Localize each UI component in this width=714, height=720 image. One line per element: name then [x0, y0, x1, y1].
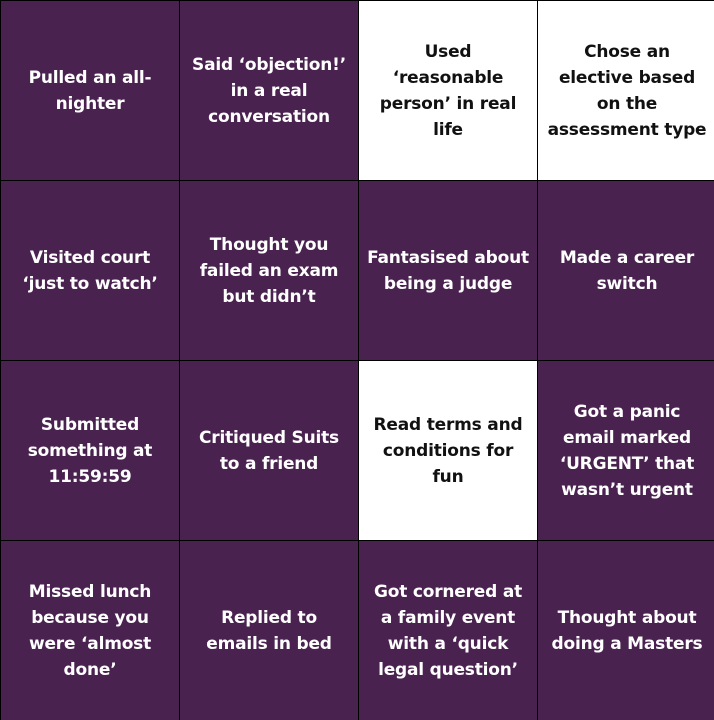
bingo-cell-7[interactable]: [359, 181, 537, 360]
bingo-cell-text: Chose an elective based on the assessment type: [547, 41, 707, 140]
bingo-cell-9[interactable]: [1, 361, 179, 540]
bingo-cell-text: Said ‘objection!’ in a real conversation: [192, 54, 346, 127]
bingo-cell-10[interactable]: [180, 361, 358, 540]
bingo-cell-text: Thought about doing a Masters: [551, 607, 703, 654]
bingo-cell-text: Got cornered at a family event with a ‘quick legal question’: [373, 581, 523, 680]
bingo-cell-2[interactable]: [180, 1, 358, 180]
bingo-cell-1[interactable]: [1, 1, 179, 180]
bingo-cell-text: Critiqued Suits to a friend: [199, 427, 339, 474]
bingo-cell-5[interactable]: [1, 181, 179, 360]
bingo-cell-text: Visited court ‘just to watch’: [22, 247, 158, 294]
bingo-cell-text: Fantasised about being a judge: [367, 247, 529, 294]
bingo-cell-text: Used ‘reasonable person’ in real life: [379, 41, 517, 140]
bingo-cell-text: Replied to emails in bed: [206, 607, 332, 654]
bingo-cell-text: Got a panic email marked ‘URGENT’ that wasn’t urgent: [559, 401, 695, 500]
bingo-cell-15[interactable]: [359, 541, 537, 720]
bingo-cell-text: Missed lunch because you were ‘almost done’: [28, 581, 152, 680]
bingo-cell-6[interactable]: [180, 181, 358, 360]
bingo-cell-text: Made a career switch: [559, 247, 695, 294]
bingo-cell-13[interactable]: [1, 541, 179, 720]
bingo-cell-16[interactable]: [538, 541, 714, 720]
bingo-cell-8[interactable]: [538, 181, 714, 360]
bingo-cell-text: Read terms and conditions for fun: [373, 414, 523, 487]
bingo-cell-14[interactable]: [180, 541, 358, 720]
bingo-cell-11[interactable]: [359, 361, 537, 540]
bingo-cell-12[interactable]: [538, 361, 714, 540]
bingo-cell-text: Thought you failed an exam but didn’t: [199, 234, 339, 307]
bingo-cell-text: Pulled an all-nighter: [28, 67, 152, 114]
bingo-cell-4[interactable]: [538, 1, 714, 180]
bingo-cell-text: Submitted something at 11:59:59: [27, 414, 153, 487]
bingo-cell-3[interactable]: [359, 1, 537, 180]
